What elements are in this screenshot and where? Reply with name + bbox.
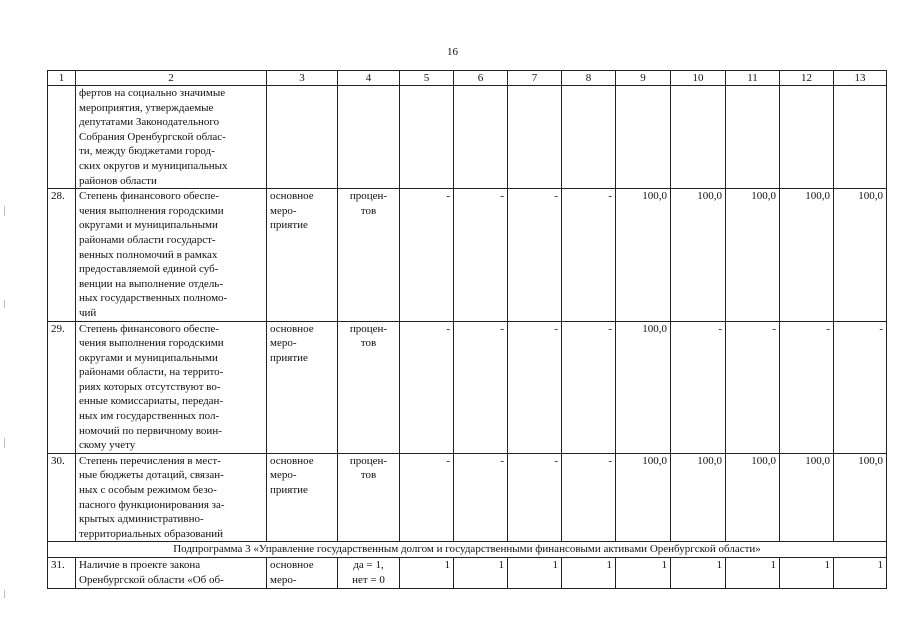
value-cell <box>562 86 616 189</box>
table-row <box>48 453 887 542</box>
row-number: 30. <box>48 453 76 542</box>
indicator-name: Степень финансового обеспе- чения выполнения городскими округами и муниципальными районами области, на террито- риях которых отсутствуют во- енные комиссариаты, передан- ных им государственных пол- номочий по первичному воин- скому учету <box>76 321 267 453</box>
value-cell: - <box>508 453 562 542</box>
indicator-name: фертов на социально значимые мероприятия, утверждаемые депутатами Законодательного Собрания Оренбургской облас- ти, между бюджетами город- ских округов и муниципальных районов области <box>76 86 267 189</box>
column-header: 1 <box>48 71 76 86</box>
table-row <box>48 86 887 189</box>
value-cell <box>454 86 508 189</box>
column-header: 11 <box>726 71 780 86</box>
value-cell: - <box>508 189 562 321</box>
unit: процен- тов <box>338 189 400 321</box>
value-cell: 100,0 <box>671 189 726 321</box>
value-cell: - <box>562 321 616 453</box>
value-cell: - <box>671 321 726 453</box>
value-cell: 100,0 <box>671 453 726 542</box>
value-cell: 100,0 <box>726 453 780 542</box>
unit: процен- тов <box>338 453 400 542</box>
value-cell: - <box>780 321 834 453</box>
value-cell: - <box>508 321 562 453</box>
column-header: 9 <box>616 71 671 86</box>
indicator-name: Степень финансового обеспе- чения выполнения городскими округами и муниципальными районами области государст- венных полномочий в рамках предоставляемой единой суб- венции на выполнение отдель- ных государственных полномо- чий <box>76 189 267 321</box>
value-cell: 100,0 <box>834 189 887 321</box>
value-cell <box>616 86 671 189</box>
value-cell: 1 <box>400 558 454 588</box>
column-header: 2 <box>76 71 267 86</box>
scan-edge-mark <box>4 438 5 448</box>
event-type <box>267 86 338 189</box>
unit: да = 1, нет = 0 <box>338 558 400 588</box>
event-type: основное меро- приятие <box>267 453 338 542</box>
row-number: 31. <box>48 558 76 588</box>
row-number <box>48 86 76 189</box>
page-number: 16 <box>447 46 458 58</box>
indicator-name: Наличие в проекте закона Оренбургской области «Об об- <box>76 558 267 588</box>
value-cell: 100,0 <box>780 453 834 542</box>
column-header: 6 <box>454 71 508 86</box>
table-row <box>48 321 887 453</box>
value-cell <box>400 86 454 189</box>
value-cell: 1 <box>726 558 780 588</box>
value-cell: - <box>726 321 780 453</box>
value-cell <box>780 86 834 189</box>
value-cell: - <box>454 453 508 542</box>
value-cell: - <box>400 189 454 321</box>
value-cell: 1 <box>616 558 671 588</box>
event-type: основное меро- приятие <box>267 321 338 453</box>
value-cell: - <box>454 321 508 453</box>
indicators-table <box>47 70 887 589</box>
value-cell: 1 <box>508 558 562 588</box>
value-cell: 1 <box>780 558 834 588</box>
value-cell: 100,0 <box>780 189 834 321</box>
value-cell <box>726 86 780 189</box>
value-cell: - <box>454 189 508 321</box>
unit <box>338 86 400 189</box>
value-cell: - <box>834 321 887 453</box>
value-cell <box>508 86 562 189</box>
value-cell: - <box>400 453 454 542</box>
column-header: 13 <box>834 71 887 86</box>
subprogram-title: Подпрограмма 3 «Управление государственным долгом и государственными финансовыми активами Оренбургской области» <box>48 542 887 558</box>
scan-edge-mark <box>4 300 5 308</box>
value-cell: - <box>562 189 616 321</box>
column-header: 10 <box>671 71 726 86</box>
value-cell <box>671 86 726 189</box>
value-cell: 1 <box>562 558 616 588</box>
row-number: 28. <box>48 189 76 321</box>
value-cell: 1 <box>671 558 726 588</box>
column-header: 5 <box>400 71 454 86</box>
value-cell: 100,0 <box>616 453 671 542</box>
value-cell: 100,0 <box>616 189 671 321</box>
scan-edge-mark <box>4 206 5 216</box>
value-cell: 100,0 <box>616 321 671 453</box>
value-cell: 1 <box>454 558 508 588</box>
column-header: 7 <box>508 71 562 86</box>
subprogram-row <box>48 542 887 558</box>
value-cell: 1 <box>834 558 887 588</box>
value-cell: - <box>400 321 454 453</box>
table-row <box>48 558 887 588</box>
event-type: основное меро- приятие <box>267 189 338 321</box>
table-row <box>48 189 887 321</box>
indicator-name: Степень перечисления в мест- ные бюджеты дотаций, связан- ных с особым режимом безо- пасного функционирования за- крытых административно- территориальных образований <box>76 453 267 542</box>
row-number: 29. <box>48 321 76 453</box>
scan-edge-mark <box>4 590 5 598</box>
value-cell: 100,0 <box>726 189 780 321</box>
value-cell: - <box>562 453 616 542</box>
value-cell <box>834 86 887 189</box>
column-header: 8 <box>562 71 616 86</box>
column-number-row <box>48 71 887 86</box>
value-cell: 100,0 <box>834 453 887 542</box>
column-header: 3 <box>267 71 338 86</box>
column-header: 12 <box>780 71 834 86</box>
event-type: основное меро- <box>267 558 338 588</box>
column-header: 4 <box>338 71 400 86</box>
unit: процен- тов <box>338 321 400 453</box>
